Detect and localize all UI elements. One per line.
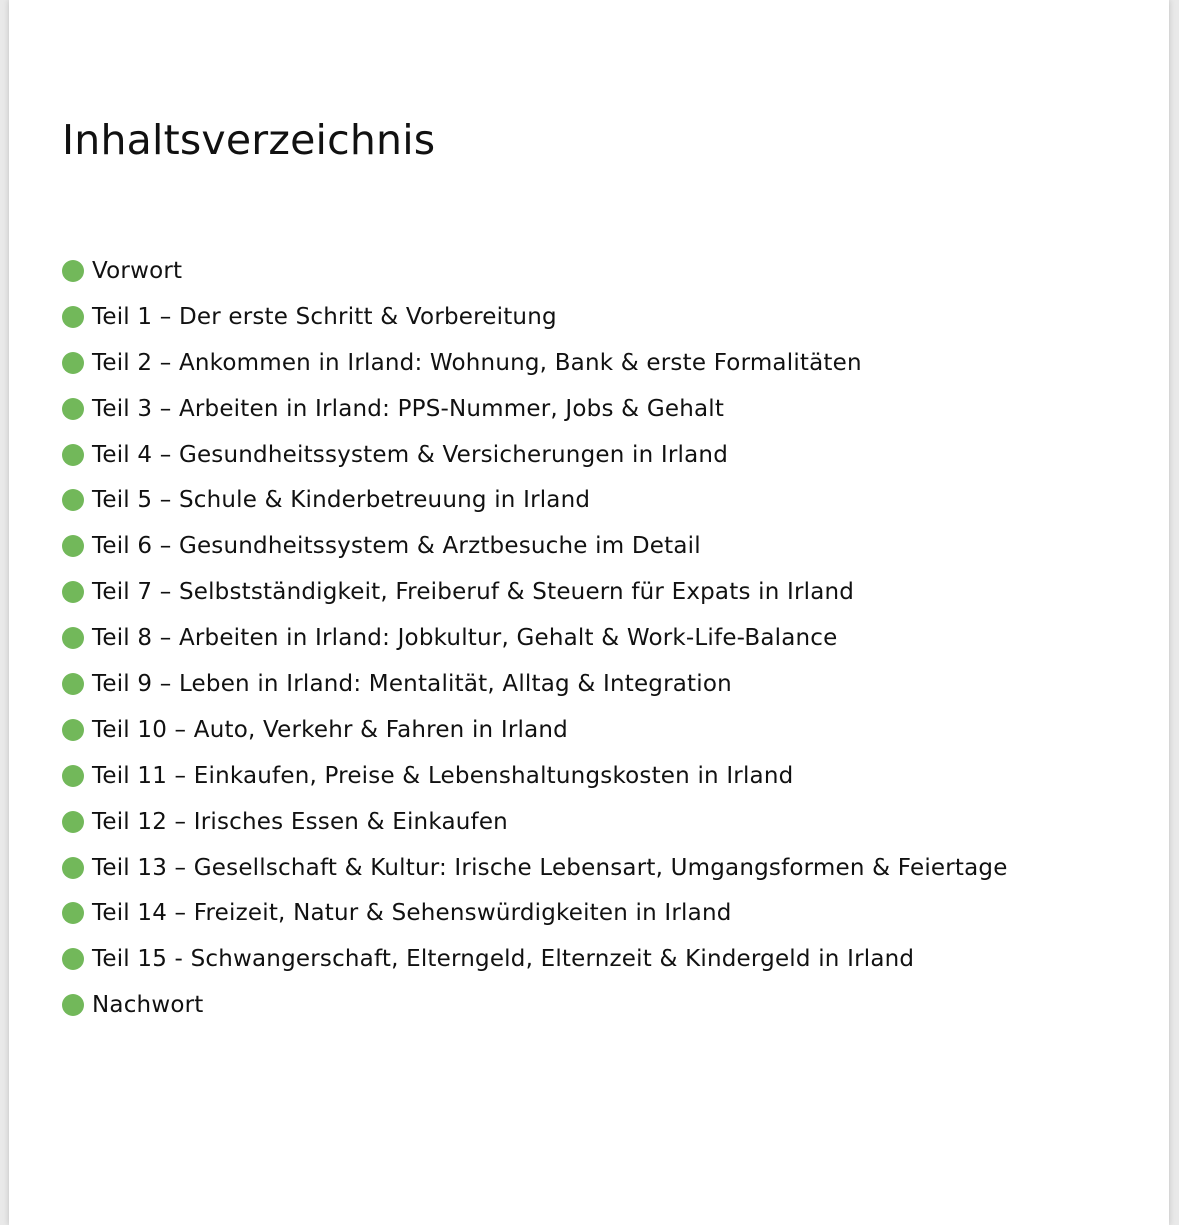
toc-item-label: Teil 5 – Schule & Kinderbetreuung in Irland — [92, 487, 591, 514]
toc-item-label: Nachwort — [92, 992, 204, 1019]
green-circle-icon — [62, 306, 84, 328]
toc-item-label: Teil 13 – Gesellschaft & Kultur: Irische Lebensart, Umgangsformen & Feiertage — [92, 854, 1008, 881]
green-circle-icon — [62, 857, 84, 879]
toc-item-teil-7[interactable] — [62, 569, 1008, 615]
green-circle-icon — [62, 581, 84, 603]
toc-item-label: Teil 9 – Leben in Irland: Mentalität, Alltag & Integration — [92, 670, 732, 697]
toc-item-label: Teil 1 – Der erste Schritt & Vorbereitung — [92, 303, 557, 330]
toc-item-label: Teil 11 – Einkaufen, Preise & Lebenshaltungskosten in Irland — [92, 762, 794, 789]
toc-item-label: Teil 7 – Selbstständigkeit, Freiberuf & Steuern für Expats in Irland — [92, 579, 855, 606]
green-circle-icon — [62, 994, 84, 1016]
toc-item-teil-1[interactable] — [62, 294, 1008, 340]
toc-item-label: Teil 10 – Auto, Verkehr & Fahren in Irland — [92, 716, 568, 743]
toc-item-teil-15[interactable] — [62, 936, 1008, 982]
toc-item-teil-2[interactable] — [62, 340, 1008, 386]
toc-item-nachwort[interactable] — [62, 982, 1008, 1028]
table-of-contents — [62, 248, 1008, 1028]
toc-item-label: Vorwort — [92, 257, 183, 284]
green-circle-icon — [62, 398, 84, 420]
green-circle-icon — [62, 948, 84, 970]
toc-item-teil-8[interactable] — [62, 615, 1008, 661]
green-circle-icon — [62, 902, 84, 924]
toc-item-teil-14[interactable] — [62, 890, 1008, 936]
green-circle-icon — [62, 444, 84, 466]
toc-item-label: Teil 14 – Freizeit, Natur & Sehenswürdigkeiten in Irland — [92, 900, 732, 927]
toc-item-label: Teil 15 - Schwangerschaft, Elterngeld, Elternzeit & Kindergeld in Irland — [92, 946, 915, 973]
green-circle-icon — [62, 352, 84, 374]
green-circle-icon — [62, 811, 84, 833]
green-circle-icon — [62, 489, 84, 511]
green-circle-icon — [62, 719, 84, 741]
page-title: Inhaltsverzeichnis — [62, 116, 436, 164]
green-circle-icon — [62, 765, 84, 787]
toc-item-teil-11[interactable] — [62, 753, 1008, 799]
toc-item-teil-6[interactable] — [62, 523, 1008, 569]
toc-item-teil-10[interactable] — [62, 707, 1008, 753]
toc-item-teil-5[interactable] — [62, 477, 1008, 523]
toc-item-teil-13[interactable] — [62, 845, 1008, 891]
green-circle-icon — [62, 260, 84, 282]
toc-item-teil-9[interactable] — [62, 661, 1008, 707]
document-page — [9, 0, 1169, 1225]
toc-item-label: Teil 2 – Ankommen in Irland: Wohnung, Bank & erste Formalitäten — [92, 349, 862, 376]
toc-item-vorwort[interactable] — [62, 248, 1008, 294]
green-circle-icon — [62, 627, 84, 649]
green-circle-icon — [62, 535, 84, 557]
toc-item-label: Teil 3 – Arbeiten in Irland: PPS-Nummer, Jobs & Gehalt — [92, 395, 725, 422]
toc-item-teil-12[interactable] — [62, 799, 1008, 845]
toc-item-teil-3[interactable] — [62, 386, 1008, 432]
green-circle-icon — [62, 673, 84, 695]
toc-item-teil-4[interactable] — [62, 432, 1008, 478]
toc-item-label: Teil 6 – Gesundheitssystem & Arztbesuche im Detail — [92, 533, 701, 560]
toc-item-label: Teil 12 – Irisches Essen & Einkaufen — [92, 808, 508, 835]
toc-item-label: Teil 8 – Arbeiten in Irland: Jobkultur, Gehalt & Work-Life-Balance — [92, 625, 838, 652]
toc-item-label: Teil 4 – Gesundheitssystem & Versicherungen in Irland — [92, 441, 729, 468]
